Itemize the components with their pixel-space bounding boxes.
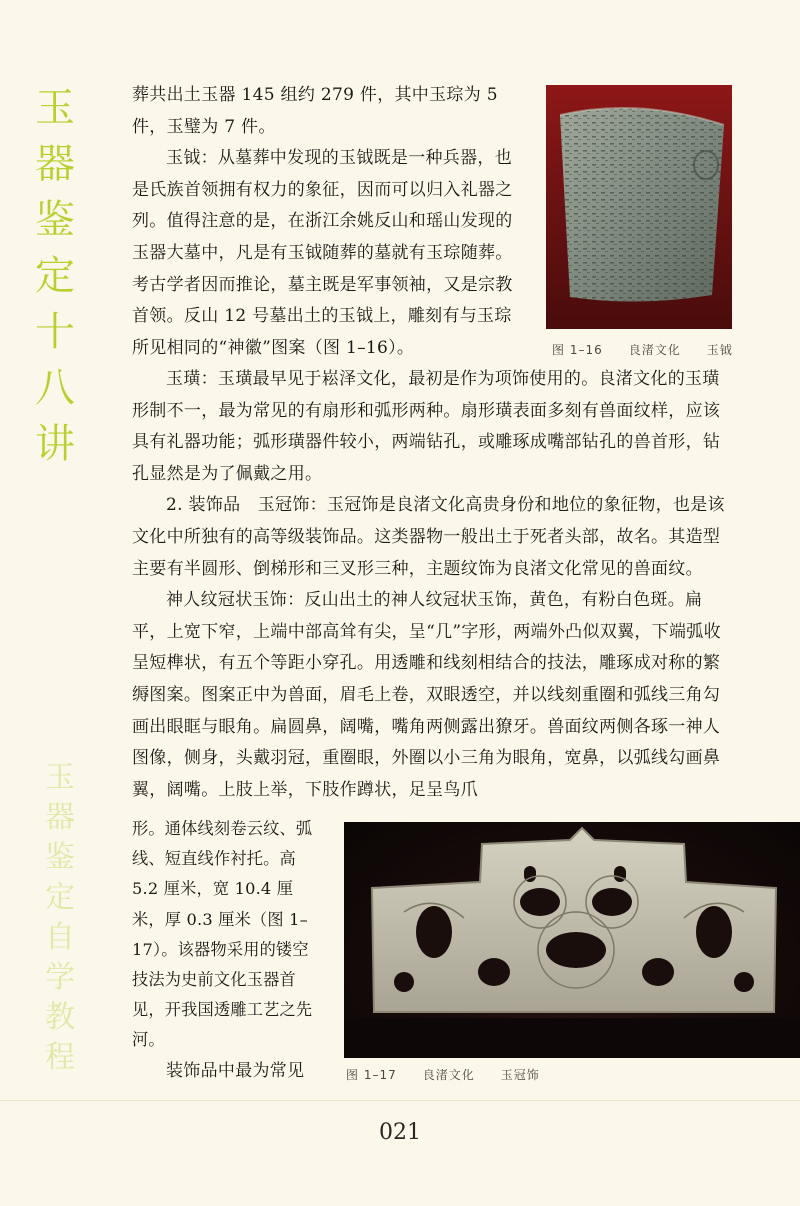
paragraph: 玉钺：从墓葬中发现的玉钺既是一种兵器，也是氏族首领拥有权力的象征，因而可以归入礼器之列。值得注意的是，在浙江余姚反山和瑶山发现的玉器大墓中，凡是有玉钺随葬的墓就有玉琮随葬。考古学者因而推论，墓主既是军事领袖，又是宗教首领。反山 12 号墓出土的玉钺上，雕刻有与玉琮所见相同的“神徽”图案（图 1–16）。 — [132, 148, 513, 358]
side-title-2-char: 玉 — [45, 760, 75, 795]
body-text-bottom — [132, 814, 324, 1056]
side-title-char: 讲 — [35, 421, 75, 467]
side-title-2-char: 学 — [45, 960, 75, 995]
jade-axe-photo — [546, 85, 732, 329]
paragraph: 玉璜：玉璜最早见于崧泽文化，最初是作为项饰使用的。良渚文化的玉璜形制不一，最为常见的有扇形和弧形两种。扇形璜表面多刻有兽面纹样，应该具有礼器功能；弧形璜器件较小，两端钻孔，或雕琢成嘴部钻孔的兽首形，钻孔显然是为了佩戴之用。 — [132, 369, 721, 484]
side-title-char: 玉 — [35, 85, 75, 131]
body-text-top — [132, 80, 528, 364]
side-title-2-char: 教 — [45, 1000, 75, 1035]
side-title-2-char: 鉴 — [45, 840, 75, 875]
side-title-char: 十 — [35, 309, 75, 355]
side-title-2-char: 器 — [45, 800, 75, 835]
side-title-2-char: 定 — [45, 880, 75, 915]
figure-caption-1-17: 图 1–17 良渚文化 玉冠饰 — [346, 1068, 540, 1082]
side-title-char: 鉴 — [35, 197, 75, 243]
side-title-series — [40, 758, 80, 1078]
body-text-full — [132, 364, 728, 806]
footer-divider — [0, 1100, 800, 1101]
paragraph: 葬共出土玉器 145 组约 279 件，其中玉琮为 5 件，玉璧为 7 件。 — [132, 85, 498, 137]
paragraph: 神人纹冠状玉饰：反山出土的神人纹冠状玉饰，黄色，有粉白色斑。扁平，上宽下窄，上端中部高耸有尖，呈“几”字形，两端外凸似双翼，下端弧收呈短榫状，有五个等距小穿孔。用透雕和线刻相结合的技法，雕琢成对称的繁缛图案。图案正中为兽面，眉毛上卷，双眼透空，并以线刻重圈和弧线三角勾画出眼眶与眼角。扁圆鼻，阔嘴，嘴角两侧露出獠牙。兽面纹两侧各琢一神人图像，侧身，头戴羽冠，重圈眼，外圈以小三角为眼角，宽鼻，以弧线勾画鼻翼，阔嘴。上肢上举，下肢作蹲状，足呈鸟爪 — [132, 590, 721, 800]
side-title-char: 八 — [35, 365, 75, 411]
paragraph: 2. 装饰品 玉冠饰：玉冠饰是良渚文化高贵身份和地位的象征物，也是该文化中所独有的高等级装饰品。这类器物一般出土于死者头部，故名。其造型主要有半圆形、倒梯形和三叉形三种，主题纹饰为良渚文化常见的兽面纹。 — [132, 495, 725, 579]
jade-crown-ornament-photo — [344, 822, 800, 1058]
page-number: 021 — [379, 1120, 421, 1145]
side-title-2-char: 程 — [45, 1040, 75, 1075]
body-text-last — [132, 1056, 324, 1088]
side-title-2-char: 自 — [45, 920, 75, 955]
paragraph: 装饰品中最为常见 — [166, 1061, 305, 1081]
side-title-char: 定 — [35, 253, 75, 299]
paragraph: 形。通体线刻卷云纹、弧线、短直线作衬托。高 5.2 厘米，宽 10.4 厘米，厚 0.3 厘米（图 1–17）。该器物采用的镂空技法为史前文化玉器首见，开我国透雕工艺之先河。 — [132, 819, 313, 1050]
side-title-char: 器 — [35, 141, 75, 187]
side-title-book — [32, 80, 78, 472]
figure-caption-1-16: 图 1–16 良渚文化 玉钺 — [552, 343, 733, 357]
